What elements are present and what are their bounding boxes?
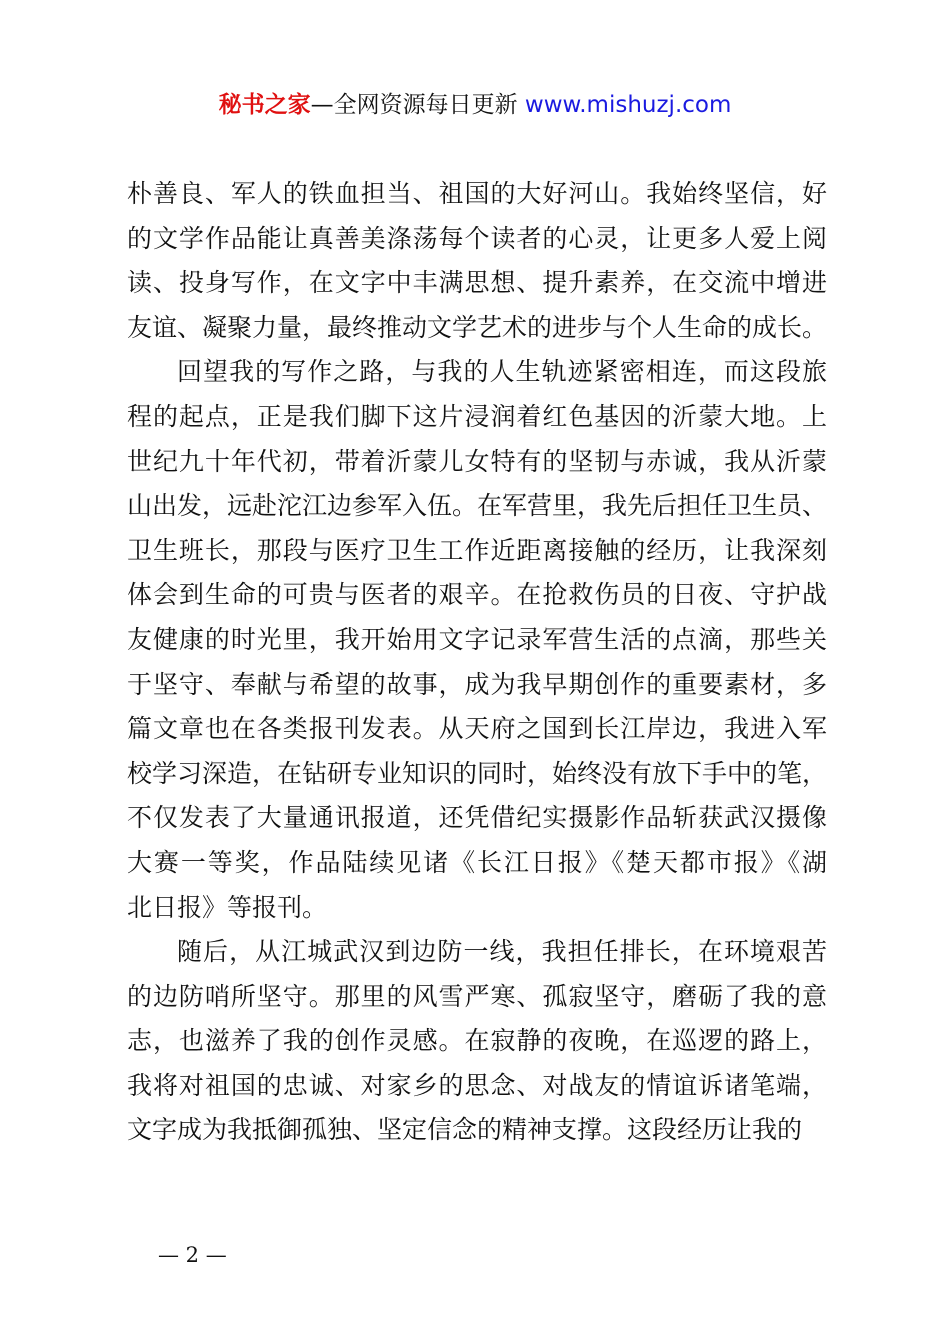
paragraph-line: 读、投身写作，在文字中丰满思想、提升素养，在交流中增进 <box>127 268 827 298</box>
paragraph-line: 友谊、凝聚力量，最终推动文学艺术的进步与个人生命的成长。 <box>127 312 828 342</box>
paragraph-line: 校学习深造，在钻研专业知识的同时，始终没有放下手中的笔， <box>127 758 828 788</box>
header-url[interactable]: www.mishuzj.com <box>524 92 732 118</box>
paragraph-line: 体会到生命的可贵与医者的艰辛。在抢救伤员的日夜、守护战 <box>127 580 827 610</box>
header-brand: 秘书之家 <box>218 92 311 118</box>
paragraph-line: 文字成为我抵御孤独、坚定信念的精神支撑。这段经历让我的 <box>127 1115 803 1145</box>
paragraph-line: 随后，从江城武汉到边防一线，我担任排长，在环境艰苦 <box>177 937 827 967</box>
header-tagline: —全网资源每日更新 <box>310 92 525 118</box>
paragraph-line: 程的起点，正是我们脚下这片浸润着红色基因的沂蒙大地。上 <box>127 401 827 431</box>
paragraph-line: 朴善良、军人的铁血担当、祖国的大好河山。我始终坚信，好 <box>127 179 827 208</box>
paragraph-line: 志，也滋养了我的创作灵感。在寂静的夜晚，在巡逻的路上， <box>127 1026 827 1056</box>
paragraph-line: 回望我的写作之路，与我的人生轨迹紧密相连，而这段旅 <box>177 357 827 387</box>
paragraph-line: 于坚守、奉献与希望的故事，成为我早期创作的重要素材，多 <box>127 669 827 699</box>
page-header <box>0 88 950 122</box>
page-number: — 2 — <box>158 1243 227 1267</box>
paragraph-line: 山出发，远赴沱江边参军入伍。在军营里，我先后担任卫生员、 <box>127 491 828 521</box>
paragraph-line: 的边防哨所坚守。那里的风雪严寒、孤寂坚守，磨砺了我的意 <box>127 981 827 1011</box>
document-body <box>127 172 827 1153</box>
paragraph-line: 友健康的时光里，我开始用文字记录军营生活的点滴，那些关 <box>127 624 827 654</box>
paragraph-line: 大赛一等奖，作品陆续见诸《长江日报》《楚天都市报》《湖 <box>127 847 827 877</box>
paragraph-line: 我将对祖国的忠诚、对家乡的思念、对战友的情谊诉诸笔端， <box>127 1070 827 1100</box>
paragraph-line: 不仅发表了大量通讯报道，还凭借纪实摄影作品斩获武汉摄像 <box>127 803 827 833</box>
paragraph-line: 世纪九十年代初，带着沂蒙儿女特有的坚韧与赤诚，我从沂蒙 <box>127 446 827 476</box>
paragraph-line: 北日报》等报刊。 <box>127 892 328 922</box>
paragraph-line: 篇文章也在各类报刊发表。从天府之国到长江岸边，我进入军 <box>127 714 827 744</box>
paragraph-line: 的文学作品能让真善美涤荡每个读者的心灵，让更多人爱上阅 <box>127 223 827 253</box>
paragraph-line: 卫生班长，那段与医疗卫生工作近距离接触的经历，让我深刻 <box>127 535 827 565</box>
